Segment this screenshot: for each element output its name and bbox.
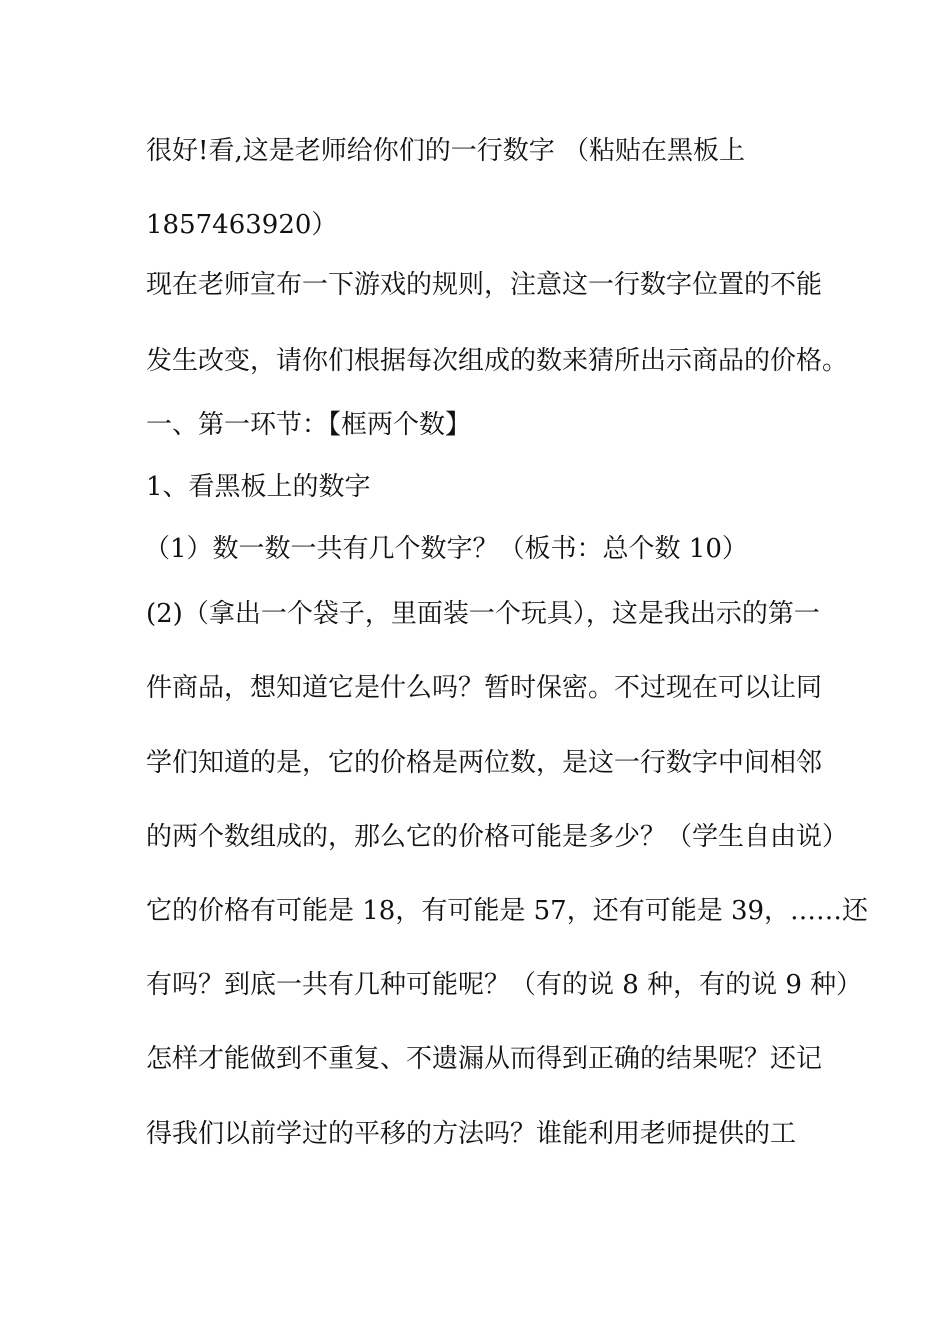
paragraph-line: 发生改变，请你们根据每次组成的数来猜所出示商品的价格。 xyxy=(146,346,849,376)
subsection-heading: 1、看黑板上的数字 xyxy=(146,472,371,502)
paragraph-line: 学们知道的是，它的价格是两位数，是这一行数字中间相邻 xyxy=(146,748,823,778)
paragraph-line: 它的价格有可能是 18，有可能是 57，还有可能是 39，……还 xyxy=(146,896,869,926)
paragraph-line: 有吗？到底一共有几种可能呢？（有的说 8 种，有的说 9 种） xyxy=(146,970,863,1000)
paragraph-line: 得我们以前学过的平移的方法吗？谁能利用老师提供的工 xyxy=(146,1119,797,1149)
paragraph-line: (2)（拿出一个袋子，里面装一个玩具），这是我出示的第一 xyxy=(146,599,820,629)
paragraph-line: 1857463920） xyxy=(146,210,338,240)
paragraph-line: 怎样才能做到不重复、不遗漏从而得到正确的结果呢？还记 xyxy=(146,1044,823,1074)
paragraph-line: 现在老师宣布一下游戏的规则，注意这一行数字位置的不能 xyxy=(146,270,823,300)
paragraph-line: 的两个数组成的，那么它的价格可能是多少？（学生自由说） xyxy=(146,822,849,852)
section-heading: 一、第一环节：【框两个数】 xyxy=(146,410,472,440)
paragraph-line: 很好!看,这是老师给你们的一行数字 （粘贴在黑板上 xyxy=(146,136,745,166)
paragraph-line: （1）数一数一共有几个数字？（板书：总个数 10） xyxy=(144,534,748,564)
paragraph-line: 件商品，想知道它是什么吗？暂时保密。不过现在可以让同 xyxy=(146,673,823,703)
